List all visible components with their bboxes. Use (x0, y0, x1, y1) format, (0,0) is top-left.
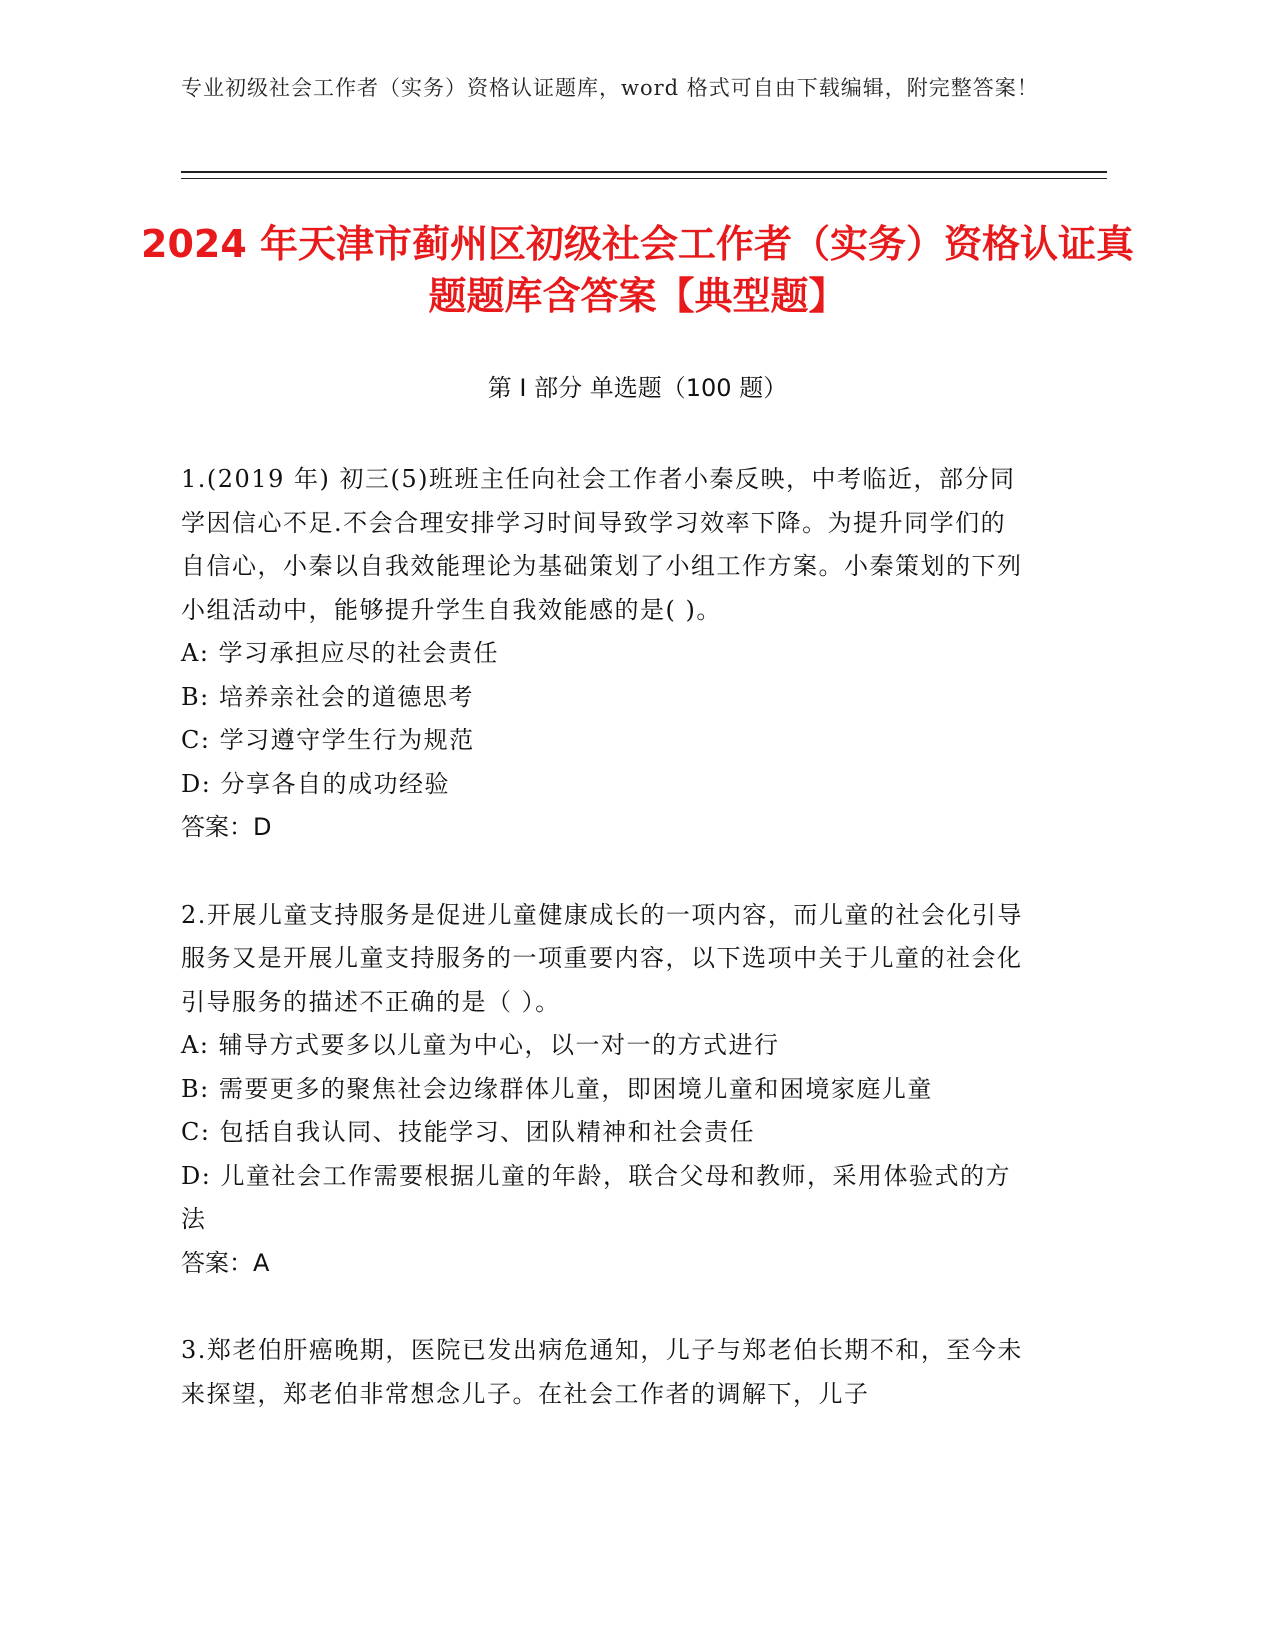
option-a: A: 学习承担应尽的社会责任 (181, 639, 500, 667)
option-d: D: 儿童社会工作需要根据儿童的年龄，联合父母和教师，采用体验式的方法 (181, 1161, 1011, 1233)
section-heading: 第 I 部分 单选题（100 题） (487, 374, 788, 402)
option-c: C: 学习遵守学生行为规范 (181, 726, 475, 754)
question-list (181, 458, 1031, 1460)
question-3 (181, 1329, 1031, 1416)
answer: 答案：A (181, 1248, 270, 1277)
question-2 (181, 894, 1031, 1286)
question-stem: 3.郑老伯肝癌晚期，医院已发出病危通知，儿子与郑老伯长期不和，至今未来探望，郑老伯非常想念儿子。在社会工作者的调解下，儿子 (181, 1336, 1023, 1408)
header-note: 专业初级社会工作者（实务）资格认证题库，word 格式可自由下载编辑，附完整答案！ (181, 76, 1039, 100)
option-c: C: 包括自我认同、技能学习、团队精神和社会责任 (181, 1118, 756, 1146)
question-stem: 2.开展儿童支持服务是促进儿童健康成长的一项内容，而儿童的社会化引导服务又是开展儿童支持服务的一项重要内容，以下选项中关于儿童的社会化引导服务的描述不正确的是（ ）。 (181, 900, 1023, 1016)
option-b: B: 需要更多的聚焦社会边缘群体儿童，即困境儿童和困境家庭儿童 (181, 1074, 933, 1103)
document-title: 2024 年天津市蓟州区初级社会工作者（实务）资格认证真题题库含答案【典型题】 (141, 222, 1134, 318)
option-a: A: 辅导方式要多以儿童为中心，以一对一的方式进行 (181, 1031, 780, 1059)
question-1 (181, 458, 1031, 850)
answer: 答案：D (181, 813, 272, 841)
header-divider-thick (181, 171, 1107, 173)
option-d: D: 分享各自的成功经验 (181, 769, 450, 798)
header-divider-thin (181, 178, 1107, 179)
question-stem: 1.(2019 年) 初三(5)班班主任向社会工作者小秦反映，中考临近，部分同学因信心不足.不会合理安排学习时间导致学习效率下降。为提升同学们的自信心，小秦以自我效能理论为基础策划了小组工作方案。小秦策划的下列小组活动中，能够提升学生自我效能感的是( )。 (181, 465, 1023, 624)
option-b: B: 培养亲社会的道德思考 (181, 682, 474, 711)
